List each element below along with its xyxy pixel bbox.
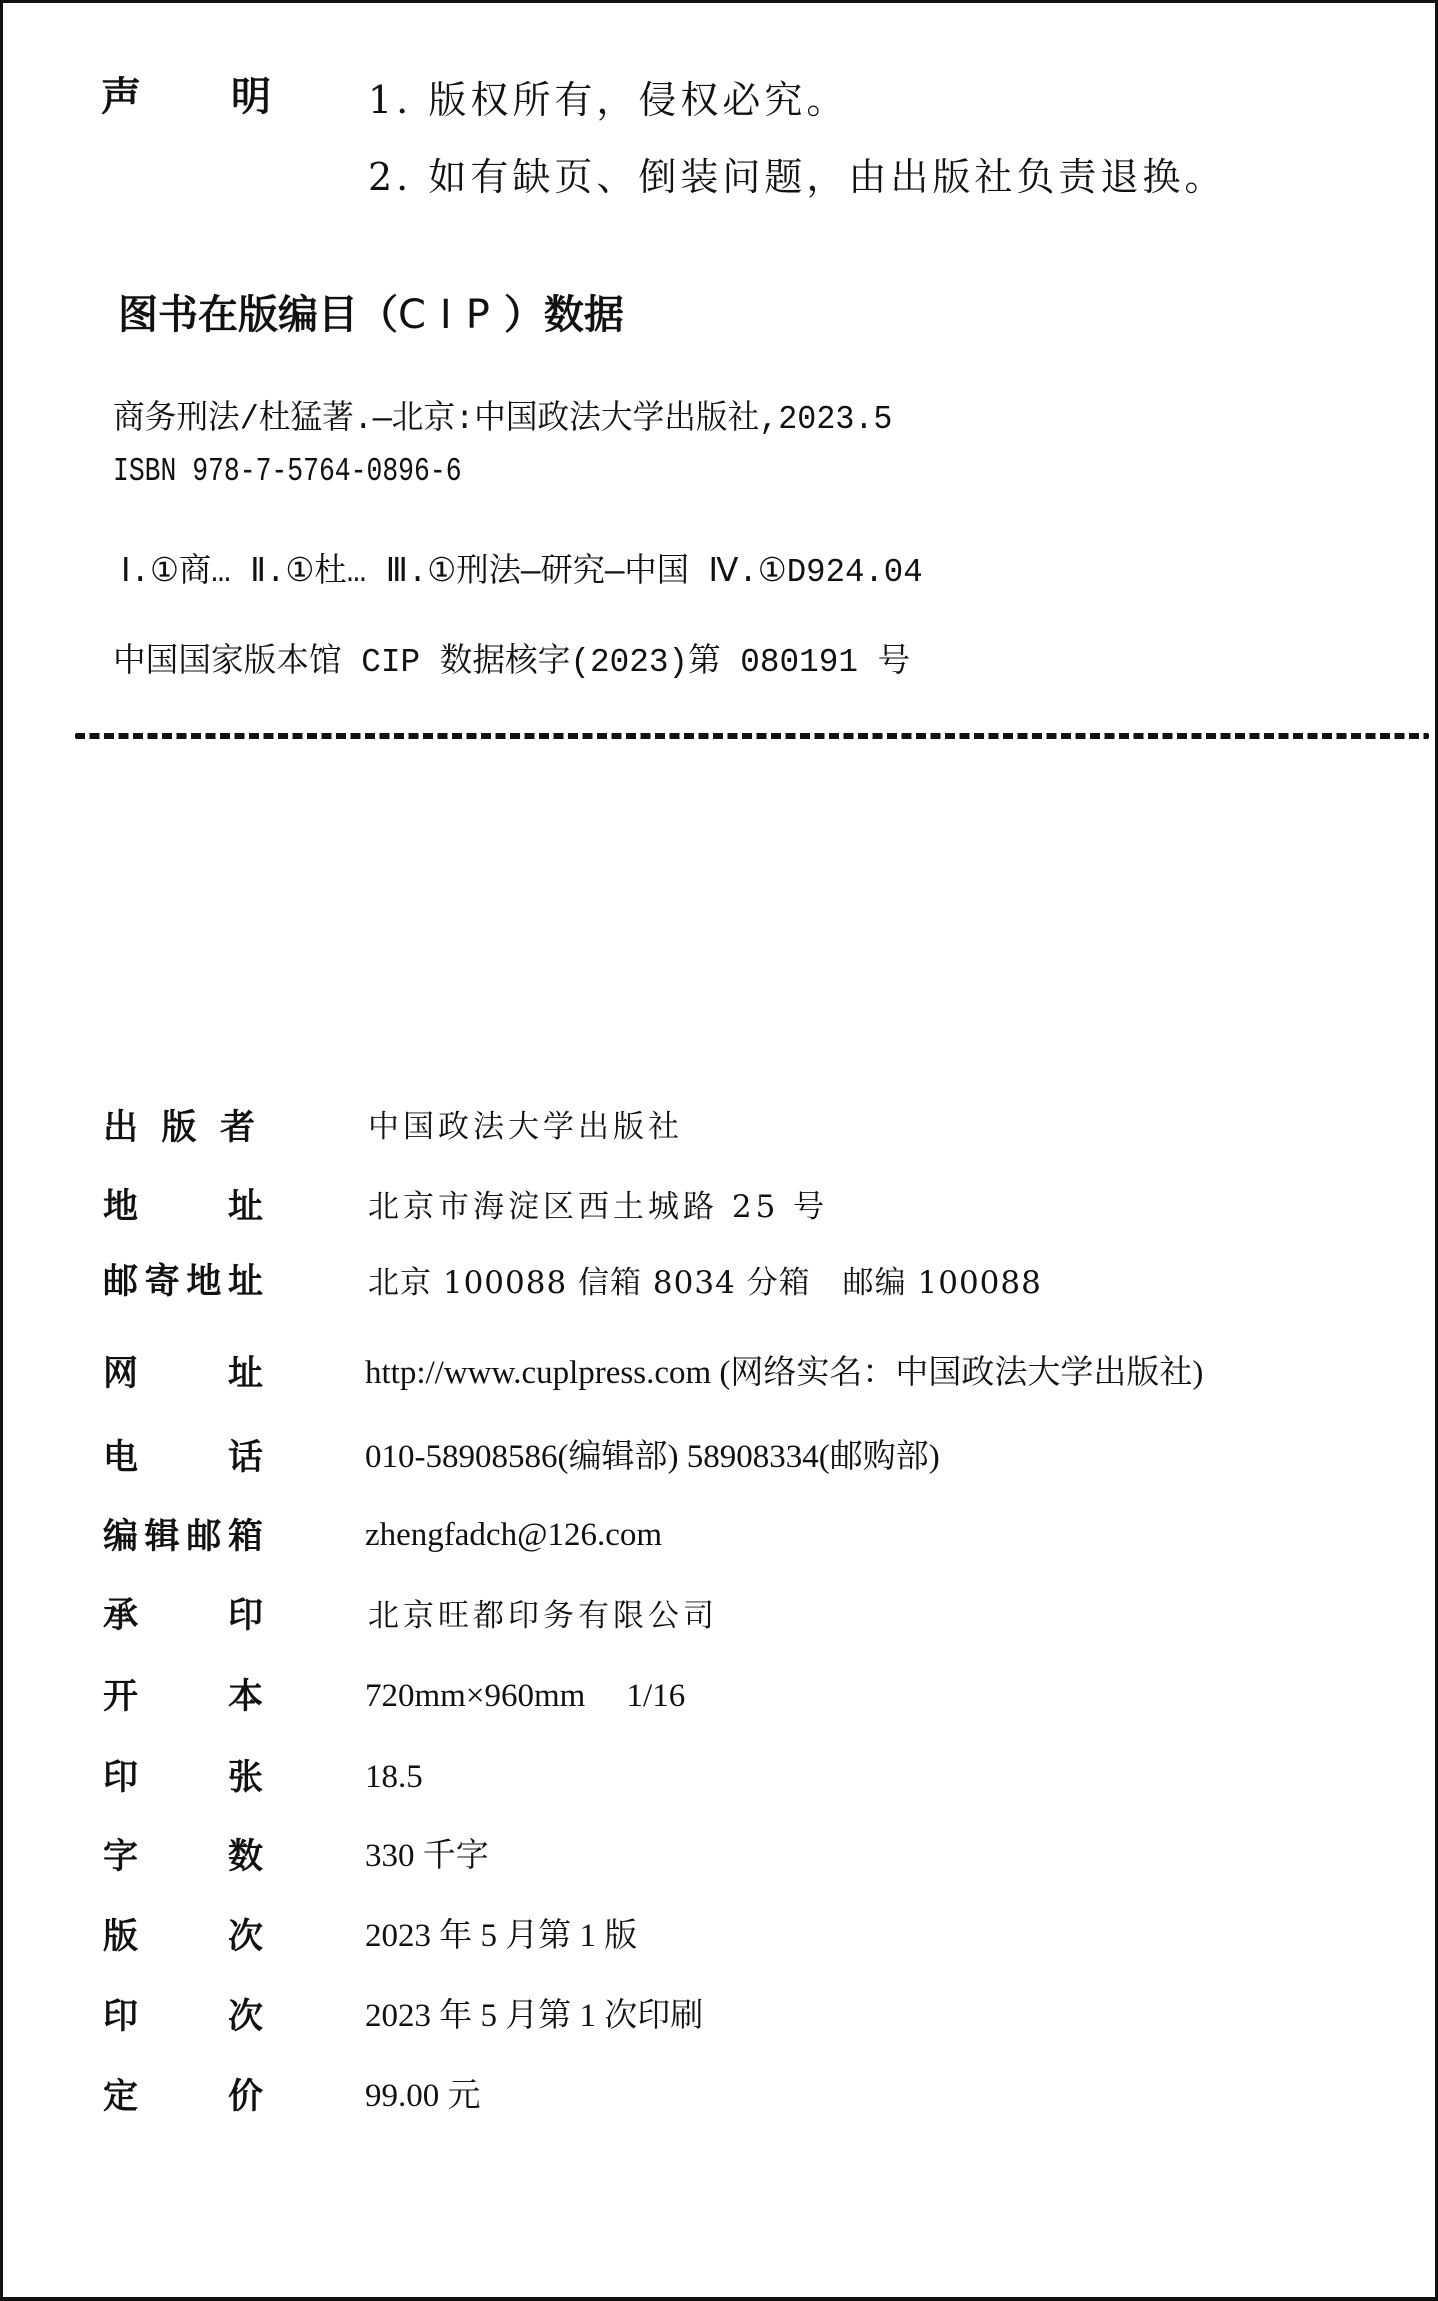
cip-classification-line: Ⅰ.①商… Ⅱ.①杜… Ⅲ.①刑法—研究—中国 Ⅳ.①D924.04	[121, 554, 923, 591]
label-char: 张	[227, 1758, 263, 1798]
info-value-address	[368, 1191, 828, 1224]
info-value-printing: 2023 年 5 月第 1 次印刷	[365, 1998, 704, 2034]
declaration-label-char: 明	[231, 74, 271, 120]
label-char: 次	[227, 1917, 263, 1957]
cip-record-line: 中国国家版本馆 CIP 数据核字(2023)第 080191 号	[113, 644, 911, 681]
label-char: 开	[103, 1677, 139, 1717]
label-char: 邮	[186, 1517, 222, 1557]
dashed-separator	[75, 733, 1429, 739]
label-char: 数	[227, 1837, 263, 1877]
info-label-printing	[103, 1997, 263, 2037]
declaration-label-char: 声	[101, 74, 141, 120]
info-label-publisher	[103, 1108, 255, 1148]
info-label-printed-sheets	[103, 1758, 263, 1798]
info-label-address	[103, 1187, 263, 1227]
cip-heading-suffix: ）数据	[503, 292, 624, 338]
info-value-format: 720mm×960mm 1/16	[365, 1678, 686, 1714]
label-char: 网	[103, 1354, 139, 1394]
info-label-mailing-address	[103, 1262, 263, 1302]
cip-isbn-line: ISBN 978-7-5764-0896-6	[113, 453, 462, 490]
label-char: 址	[227, 1262, 263, 1302]
label-char: 地	[186, 1262, 222, 1302]
label-char: 本	[227, 1677, 263, 1717]
cip-heading-prefix: 图书在版编目（	[118, 292, 398, 338]
label-char: 版	[103, 1917, 139, 1957]
label-char: 箱	[227, 1517, 263, 1557]
label-char: 者	[219, 1108, 255, 1148]
info-label-printer	[103, 1596, 263, 1636]
declaration-label	[101, 74, 271, 120]
label-char: 寄	[144, 1262, 180, 1302]
label-char: 版	[161, 1108, 197, 1148]
info-value-publisher	[368, 1111, 683, 1144]
info-label-format	[103, 1677, 263, 1717]
declaration-item: 1. 版权所有，侵权必究。	[368, 78, 849, 122]
cip-heading-latin: CIP	[398, 292, 504, 338]
info-value-editorial-email[interactable]: zhengfadch@126.com	[365, 1517, 663, 1553]
label-char: 辑	[144, 1517, 180, 1557]
label-char: 编	[103, 1517, 139, 1557]
label-char: 印	[227, 1596, 263, 1636]
info-value-word-count: 330 千字	[365, 1838, 489, 1874]
label-char: 次	[227, 1997, 263, 2037]
value-text: 北京旺都印务有限公司	[368, 1598, 718, 1634]
label-char: 定	[103, 2077, 139, 2117]
label-char: 地	[103, 1187, 139, 1227]
label-char: 价	[227, 2077, 263, 2117]
info-value-website[interactable]: http://www.cuplpress.com (网络实名：中国政法大学出版社)	[365, 1355, 1204, 1391]
label-char: 电	[103, 1438, 139, 1478]
value-text: 北京市海淀区西土城路 25 号	[368, 1189, 829, 1225]
value-text: 北京 100088 信箱 8034 分箱 邮编 100088	[368, 1265, 1042, 1301]
cip-heading	[118, 292, 624, 338]
info-label-website	[103, 1354, 263, 1394]
cip-title-line: 商务刑法/杜猛著.—北京:中国政法大学出版社,2023.5	[113, 401, 893, 438]
label-char: 址	[227, 1187, 263, 1227]
info-value-printer	[368, 1600, 718, 1633]
info-value-mailing-address	[368, 1267, 1042, 1300]
info-value-printed-sheets: 18.5	[365, 1759, 423, 1795]
info-label-editorial-email	[103, 1517, 263, 1557]
label-char: 话	[227, 1438, 263, 1478]
label-char: 字	[103, 1837, 139, 1877]
label-char: 址	[227, 1354, 263, 1394]
info-value-edition: 2023 年 5 月第 1 版	[365, 1918, 638, 1954]
info-label-edition	[103, 1917, 263, 1957]
label-char: 印	[103, 1758, 139, 1798]
info-label-phone	[103, 1438, 263, 1478]
info-label-price	[103, 2077, 263, 2117]
label-char: 印	[103, 1997, 139, 2037]
value-text: 中国政法大学出版社	[368, 1109, 683, 1145]
label-char: 邮	[103, 1262, 139, 1302]
info-value-price: 99.00 元	[365, 2078, 481, 2114]
label-char: 承	[103, 1596, 139, 1636]
info-value-phone: 010-58908586(编辑部) 58908334(邮购部)	[365, 1439, 940, 1475]
label-char: 出	[103, 1108, 139, 1148]
declaration-item: 2. 如有缺页、倒装问题，由出版社负责退换。	[368, 155, 1227, 199]
info-label-word-count	[103, 1837, 263, 1877]
